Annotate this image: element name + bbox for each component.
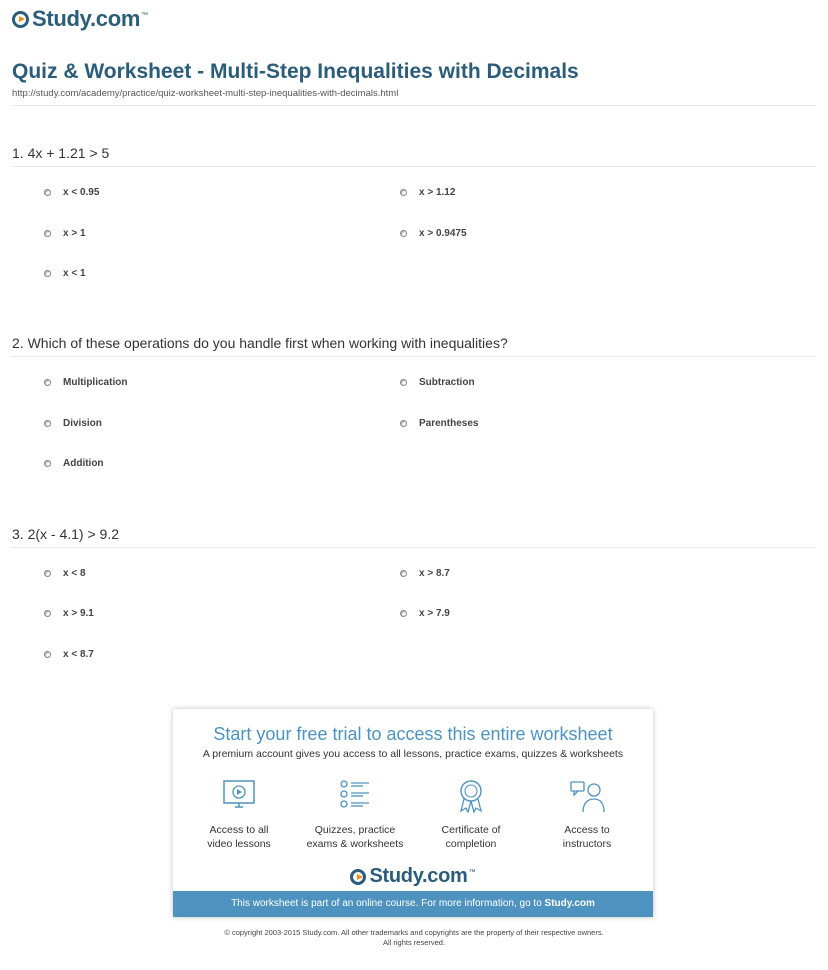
answer-label: x > 1 (63, 228, 86, 239)
question-1: 1. 4x + 1.21 > 5 (12, 145, 110, 161)
radio-button[interactable] (44, 420, 51, 427)
study-link[interactable]: Study.com (544, 898, 595, 909)
feature-line: instructors (562, 838, 612, 850)
radio-button[interactable] (400, 230, 407, 237)
answer-label: x > 7.9 (419, 608, 450, 619)
question-2: 2. Which of these operations do you handle first when working with inequalities? (12, 335, 508, 351)
feature-line: exams & worksheets (306, 838, 404, 850)
feature-line: Access to (564, 824, 610, 836)
promo-study-logo[interactable] (173, 865, 653, 888)
copyright-line: All rights reserved. (382, 938, 446, 947)
feature-list (173, 779, 653, 851)
divider (12, 356, 816, 357)
radio-button[interactable] (44, 651, 51, 658)
study-logo[interactable] (12, 6, 148, 32)
answer-option[interactable] (400, 608, 450, 619)
answer-option[interactable] (44, 268, 86, 279)
copyright (0, 928, 828, 948)
answer-option[interactable] (400, 418, 478, 429)
answer-option[interactable] (44, 608, 94, 619)
answer-label: x < 8 (63, 568, 86, 579)
promo-subline: A premium account gives you access to all lessons, practice exams, quizzes & worksheets (202, 748, 624, 760)
answer-option[interactable] (400, 377, 475, 388)
answer-label: x > 8.7 (419, 568, 450, 579)
radio-button[interactable] (400, 379, 407, 386)
radio-button[interactable] (44, 230, 51, 237)
page-url: http://study.com/academy/practice/quiz-worksheet-multi-step-inequalities-with-decimals.html (12, 88, 399, 99)
answer-option[interactable] (44, 228, 86, 239)
logo-text: Study.com (32, 6, 141, 31)
certificate-icon (453, 779, 489, 813)
answer-label: Subtraction (419, 377, 475, 388)
answer-label: x < 0.95 (63, 187, 100, 198)
radio-button[interactable] (44, 570, 51, 577)
video-lesson-icon (221, 779, 257, 813)
divider (12, 105, 816, 106)
answer-label: x > 0.9475 (419, 228, 467, 239)
answer-label: Addition (63, 458, 104, 469)
radio-button[interactable] (400, 610, 407, 617)
free-trial-promo[interactable] (173, 709, 653, 917)
copyright-line: © copyright 2003-2015 Study.com. All other trademarks and copyrights are the property of their respective owners. (224, 928, 604, 937)
radio-button[interactable] (44, 379, 51, 386)
play-logo-icon (350, 869, 366, 885)
answer-label: x > 9.1 (63, 608, 94, 619)
feature-line: video lessons (207, 838, 271, 850)
answer-label: Division (63, 418, 102, 429)
answer-option[interactable] (400, 568, 450, 579)
radio-button[interactable] (400, 189, 407, 196)
answer-option[interactable] (44, 377, 127, 388)
answer-label: Multiplication (63, 377, 128, 388)
divider (12, 166, 816, 167)
logo-trademark: ™ (468, 869, 476, 876)
feature-line: Access to all (209, 824, 269, 836)
divider (12, 547, 816, 548)
promo-bar-text: This worksheet is part of an online course. For more information, go to (231, 898, 545, 909)
feature-instructors (532, 779, 642, 851)
answer-label: Parentheses (419, 418, 479, 429)
answer-label: x < 1 (63, 268, 86, 279)
instructor-icon (569, 779, 605, 813)
feature-line: Quizzes, practice (314, 824, 396, 836)
answer-option[interactable] (44, 418, 102, 429)
radio-button[interactable] (44, 460, 51, 467)
radio-button[interactable] (400, 570, 407, 577)
answer-option[interactable] (400, 187, 455, 198)
feature-certificate (416, 779, 526, 851)
answer-label: x < 8.7 (63, 649, 94, 660)
radio-button[interactable] (44, 270, 51, 277)
play-logo-icon (12, 11, 29, 28)
logo-text: Study.com (369, 865, 468, 887)
radio-button[interactable] (44, 610, 51, 617)
answer-option[interactable] (44, 187, 99, 198)
promo-headline: Start your free trial to access this entire worksheet (213, 724, 613, 744)
feature-line: completion (445, 838, 497, 850)
answer-label: x > 1.12 (419, 187, 456, 198)
answer-option[interactable] (44, 458, 104, 469)
question-3: 3. 2(x - 4.1) > 9.2 (12, 526, 119, 542)
feature-video-lessons (184, 779, 294, 851)
page-title: Quiz & Worksheet - Multi-Step Inequalities with Decimals (12, 60, 579, 83)
answer-option[interactable] (400, 228, 467, 239)
feature-quizzes (300, 779, 410, 851)
promo-info-bar[interactable] (173, 891, 653, 917)
logo-trademark: ™ (141, 11, 149, 19)
feature-line: Certificate of (441, 824, 501, 836)
quiz-list-icon (337, 779, 373, 813)
radio-button[interactable] (44, 189, 51, 196)
answer-option[interactable] (44, 568, 86, 579)
answer-option[interactable] (44, 649, 94, 660)
radio-button[interactable] (400, 420, 407, 427)
